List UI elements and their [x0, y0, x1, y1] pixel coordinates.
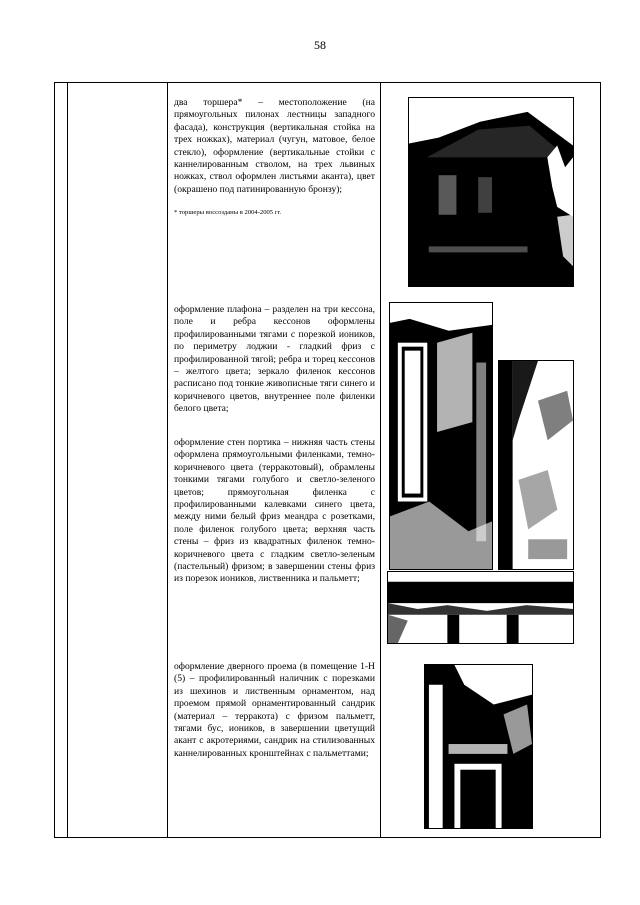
ceiling-photo — [498, 360, 574, 570]
walls-description — [174, 437, 375, 586]
frieze-photo-image — [388, 572, 573, 643]
torcher-text: два торшера* – местоположение (на прямоугольных пилонах лестницы западного фасада), конструкция (вертикальная стойка на трех ножках), материал (чугун, матовое, белое стекло), оформление (вертикальные стойки с каннелированным стволом, на трех львиных ножках, ствол оформлен листьями аканта), цвет (окрашено под патинированную бронзу); — [174, 97, 375, 195]
torcher-photo — [408, 97, 574, 287]
frieze-photo — [387, 571, 574, 644]
page-number: 58 — [314, 38, 326, 52]
plafond-text: оформление плафона – разделен на три кессона, поле и ребра кессонов оформлены профилированными тягами с порезкой иоников, по периметру лоджии - гладкий фриз с профилированной тягой; ребра и торец кессонов – желтого цвета; зеркало филенок кессонов расписано под тонкие живописные тяги синего и коричневого цветов, внутреннее поле филенки белого цвета; — [174, 304, 375, 415]
door-photo — [424, 664, 533, 829]
portico-wall-photo — [389, 302, 493, 570]
column-divider — [67, 83, 68, 837]
torcher-photo-image — [409, 98, 573, 286]
door-text: оформление дверного проема (в помещение 1-Н (5) – профилированный наличник с порезками из шехинов и лиственным орнаментом, над проемом прямой орнаментированный сандрик (материал – терракота) с фризом пальметт, тягами бус, иоников, в завершении цветущий акант с акротериями, сандрик на стилизованных каннелированных кронштейнах с пальметтами; — [174, 661, 375, 759]
ceiling-photo-image — [499, 361, 573, 569]
door-description — [174, 661, 375, 760]
portico-wall-photo-image — [390, 303, 492, 569]
column-divider — [380, 83, 381, 837]
walls-text: оформление стен портика – нижняя часть стены оформлена прямоугольными филенками, темно-коричневого цвета (терракотовый), обрамлены тонкими тягами голубого и светло-зеленого цветов; прямоугольная филенка с профилированными калевками синего цвета, между ними белый фриз меандра с розетками, поле филенок голубого цвета; верхняя часть стены – фриз из квадратных филенок темно-коричневого цвета с гладким светло-зеленым (пастельный) фризом; в завершении стены фриз из порезок иоников, лиственника и пальметт; — [174, 437, 375, 585]
column-divider — [167, 83, 168, 837]
torcher-description — [174, 97, 375, 217]
door-photo-image — [425, 665, 532, 828]
plafond-description — [174, 304, 375, 416]
description-table — [54, 82, 601, 838]
torcher-footnote: * торшеры воссозданы в 2004-2005 гг. — [174, 209, 282, 217]
